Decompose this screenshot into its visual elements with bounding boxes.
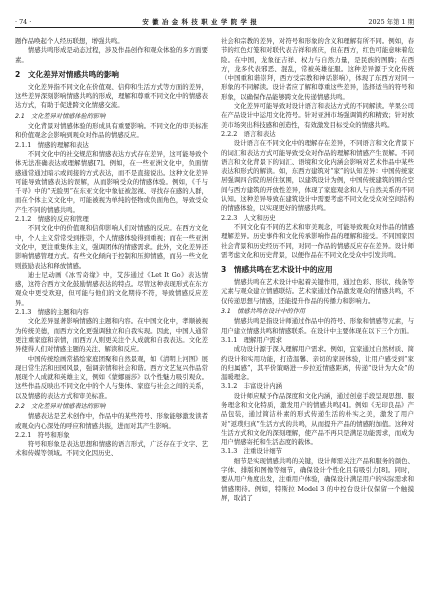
paragraph: 文化差异可能导致对设计语言和表达方式的不同解读。苹果公司在产品设计中运用文化符号。针对亚洲市场强调简约和精致；针对欧美市场突出科技感和创造性，有效激发目标受众的情感共鸣。: [221, 102, 414, 129]
sub-subsection-heading: 3.1.3 注重设计细节: [221, 447, 282, 456]
running-header: [15, 12, 414, 26]
paragraph: 设计师应赋予作品深度和文化内涵，通过创意手段呈现思想、服务理念和文化特质，激发用户的情感共鸣[4]。例如《无印良品》产品包装，通过简洁朴素的形式传递生活的朴实之美，激发了用户对“返璞归真”生活方式的共鸣，从而提升产品的情感附加值。这种对生活方式和文化的深刻理解，使产品不再只是满足功能需求，而成为用户情感寄托和生活态度的载体。: [221, 391, 414, 447]
paragraph: 不同文化中的价值观和信仰影响人们对情感的反应。在西方文化中，个人主义常常受到推崇，个人情感体验得到重视；而在一些亚洲文化中，更注重集体主义，强调团体的情感需求。此外，文化差异还影响情感管理方式。有些文化倾向于控制和压抑情感，而另一些文化则鼓励表达和释放情感。: [15, 224, 208, 270]
paragraph: 符号和形象是表达思想和情感的语言形式，广泛存在于文字、艺术和传媒等领域。不同文化因历史、: [15, 440, 208, 458]
sub-subsection-heading: 2.2.1 符号和形象: [15, 430, 70, 439]
paragraph: 中国传统绘画常描绘家庭团聚和自然景观，如《清明上河图》展现日常生活和田园风景，强调亲情和社会和谐。西方文艺复兴作品常展现个人成就和英雄主义，例如《蒙娜丽莎》以个性魅力吸引观众。这些作品反映出不同文化中的个人与集体、家庭与社会之间的关系，以及情感的表达方式和审美标准。: [15, 354, 208, 400]
sub-subsection-heading: 3.1.1 理解用户需求: [221, 335, 282, 344]
right-column: [221, 37, 414, 503]
paragraph: 社会和宗教的差异，对符号和形象的含义和理解有所不同。例如，春节的红色灯笼和对联代表吉祥和喜庆，但在西方，红色可能意味着危险。在中国，龙象征吉祥、权力与自然力量，是民族的图腾；在西方，龙多代表邪恶、混乱，常被英雄征服。这种差异源于文化传统（中国重和谐崇拜，西方受宗教和神话影响），体现了东西方对同一形象的不同解读。设计者应了解和尊重这些差异，选择适当的符号和形象，以确保作品能够跨文化传递情感共鸣。: [221, 37, 414, 101]
subsection-heading: 2.1 文化差异对情感体验的影响: [15, 112, 106, 120]
paragraph: 细节是实现情感共鸣的关键，设计师需关注产品和服务的颜色、字体、排版和图像等细节，确保设计个性化且有吸引力[8]。同时，要从用户角度出发，注重用户体验，确保设计满足用户的实际需求和情感期待。例如，特斯拉 Model 3 的中控台设计仅保留一个触摸屏，取消了: [221, 456, 414, 502]
paragraph: 题作品唤起个人经历联想，增强共鸣。: [15, 37, 124, 45]
paragraph: 不同文化有不同的艺术和审美观念，可能导致观众对作品的情感理解差异。历史事件和文化传承影响作品的理解和接受。不同国家因社会背景和历史经历不同，对同一作品的情感反应存在差异。设计师需考虑文化和历史背景，以便作品在不同文化受众中引发共鸣。: [221, 222, 414, 259]
paragraph: 情感表达是艺术创作中，作品中的某些符号、形象能够激发读者或观众内心深处的呼应和情感共振，进而对其产生影响。: [15, 412, 208, 430]
section-heading: 3 情感共鸣在艺术设计中的应用: [221, 265, 333, 275]
issue-label: 2025 年第 1 期: [368, 18, 414, 26]
sub-subsection-heading: 2.2.2 语言和表达: [221, 129, 276, 138]
paragraph: 情感共鸣是指设计师通过作品中的符号、形象和情感等元素，与用户建立情感共鸣和情感联系。在设计中主要体现在以下三个方面。: [221, 317, 414, 335]
paragraph: 文化差异显著影响情感的主题和内容。在中国文化中，孝顺被视为传统美德，而西方文化更强调独立和自我实现。因此，中国人通常更注重家庭和亲情，而西方人则更关注个人成就和自我表达。文化差异使得人们对情感主题的关注、解读和反应。: [15, 317, 208, 354]
paragraph: 情感共鸣形成是动态过程，涉及作品创作和观众体验的多方面要素。: [15, 46, 208, 64]
sub-subsection-heading: 2.1.1 情感的理解和表达: [15, 140, 89, 149]
sub-subsection-heading: 2.2.3 人文和历史: [221, 213, 276, 222]
subsection-heading: 2.2 文化差异对情感表达的影响: [15, 402, 106, 410]
paragraph: 文化背景对情感体验的形成具有重要影响。不同文化的审美标准和价值观念会影响到观众对作品的情感反应。: [15, 122, 208, 140]
paragraph: 文化差异指不同文化在价值观、信仰和生活方式等方面的差异，这些差异深刻影响情感共鸣的形成，理解和尊重不同文化中的情感表达方式，有助于促进跨文化情感交流。: [15, 82, 208, 110]
left-column: [15, 37, 208, 459]
paragraph: 情感共鸣在艺术设计中起着关键作用，通过色彩、形状、线条等元素与观众建立情感联结。艺术家通过作品激发观众的情感共鸣，不仅传递思想与情感，还能提升作品的传播力和影响力。: [221, 278, 414, 305]
journal-title: 安 徽 冶 金 科 技 职 业 学 院 学 报: [142, 18, 258, 26]
paragraph: 不同文化中的社交规范和情感表达方式存在差异，这可能导致个体无法准确表达或理解情感[7]。例如，在一些亚洲文化中，负面情感通常通过暗示或间接的方式表达，而不是直接说出。这种文化差异可能导致情感表达的误解，从而影响受众的情感体验。例如，《千与千寻》中的“无脸男”在东亚文化中象征被忽视、寻找存在感的人群，而在个体主义文化中，可能被视为单纯的怪物或负面角色，导致受众产生不同的情感共鸣。: [15, 149, 208, 214]
paragraph: 迪士尼动画《冰雪奇缘》中，艾莎通过《Let It Go》表达情感，这符合西方文化鼓励情感表达的特点。尽管这种表现形式在东方观众中更受欢迎，但可能与他们的文化期待不符，导致情感反应差异。: [15, 270, 208, 307]
sub-subsection-heading: 3.1.2 丰富设计内涵: [221, 382, 282, 391]
section-heading: 2 文化差异对情感共鸣的影响: [15, 69, 120, 79]
paragraph: 设计语言在不同文化中的理解存在差异，不同语言和文化背景下的词汇和表达方式可能导致受众对作品的理解和情感产生误解。不同语言和文化背景下的词汇、语境和文化内涵会影响对艺术作品中某些表达和形式的解读。如，东西方建筑对“家”的认知差异：中国传统家居强调四合院的居住氛围，以建筑设计为例，中国传统建筑的围合空间与西方建筑的开放性差异，体现了家庭观念和人与自然关系的不同认知。这种差异导致在建筑设计中需要考虑不同文化受众对空间结构的情感体验，以实现更好的情感共鸣。: [221, 139, 414, 213]
paragraph: 成功设计源于深入理解用户需求。例如，宜家通过自然材质、简约设计和实用功能，打造温馨、亲切的家居体验，让用户感受到“家的归属感”，其平价策略进一步拉近情感距离，传递“设计为大众”的温暖理念。: [221, 345, 414, 382]
header-rule: [15, 27, 414, 28]
subsection-heading: 3.1 情感共鸣在设计中的作用: [221, 308, 306, 316]
sub-subsection-heading: 2.1.3 情感的主题和内容: [15, 308, 89, 317]
page-number: · 74 ·: [15, 18, 32, 26]
sub-subsection-heading: 2.1.2 情感的反应和管理: [15, 215, 89, 224]
